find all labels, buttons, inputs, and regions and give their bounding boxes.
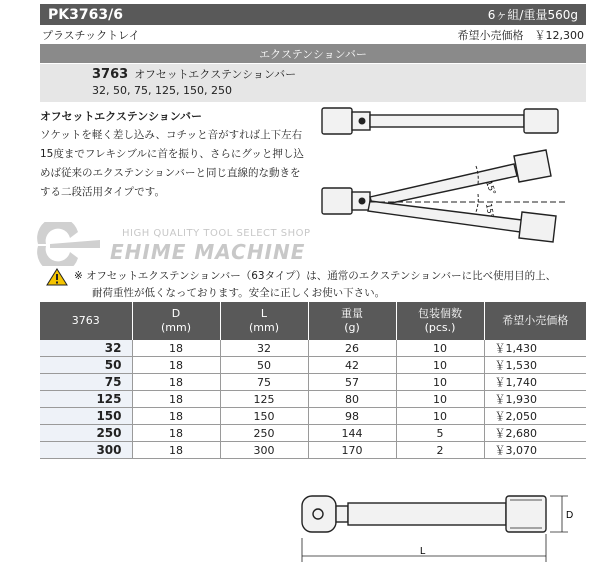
- subheader: [40, 26, 586, 44]
- dimension-diagram: [292, 488, 592, 566]
- angle-label-lower: 15°: [484, 202, 496, 219]
- description-line: めば従来のエクステンションバーと同じ直線的な動きを: [40, 167, 301, 179]
- model-name: オフセットエクステンションバー: [134, 68, 297, 81]
- section-band: [40, 44, 586, 63]
- description-line: 15度までフレキシブルに首を振り、さらにグッと押し込: [40, 148, 304, 160]
- header-weight: 重量 (g): [308, 302, 396, 340]
- description-title: オフセットエクステンションバー: [40, 110, 202, 123]
- table-header-row: [40, 302, 586, 340]
- description-line: する二段活用タイプです。: [40, 186, 165, 198]
- table-row: 150 18 150 98 10 ￥2,050: [40, 408, 586, 425]
- table-row: 300 18 300 170 2 ￥3,070: [40, 442, 586, 459]
- watermark-brand: EHIME MACHINE: [110, 240, 306, 264]
- watermark-tagline: HIGH QUALITY TOOL SELECT SHOP: [122, 228, 311, 239]
- warning-line-1: ※ オフセットエクステンションバー（63タイプ）は、通常のエクステンションバーに比べ使用目的上、: [74, 270, 557, 282]
- section-title: エクステンションバー: [259, 47, 367, 61]
- header-l: L (mm): [220, 302, 308, 340]
- product-header: [40, 4, 586, 25]
- tray-label: プラスチックトレイ: [42, 29, 140, 42]
- table-row: 75 18 75 57 10 ￥1,740: [40, 374, 586, 391]
- set-summary: 6ヶ組/重量560g: [487, 8, 578, 22]
- dimension-d-label: D: [566, 510, 574, 521]
- dimension-l-label: L: [420, 546, 426, 557]
- header-price: 希望小売価格: [484, 302, 586, 340]
- model-sizes: 32, 50, 75, 125, 150, 250: [92, 84, 232, 97]
- product-code: PK3763/6: [48, 6, 123, 23]
- model-number: 3763: [92, 67, 129, 82]
- table-row: 125 18 125 80 10 ￥1,930: [40, 391, 586, 408]
- table-row: 50 18 50 42 10 ￥1,530: [40, 357, 586, 374]
- description-body: [40, 126, 315, 202]
- watermark-logo-icon: [30, 222, 110, 266]
- extension-bar-illustration: [318, 104, 590, 266]
- set-price: 希望小売価格 ￥12,300: [457, 29, 584, 42]
- header-model: 3763: [40, 302, 132, 340]
- angle-label-upper: 15°: [484, 179, 498, 197]
- model-info: [40, 64, 586, 102]
- watermark: [30, 222, 360, 266]
- table-row: 32 18 32 26 10 ￥1,430: [40, 340, 586, 357]
- table-row: 250 18 250 144 5 ￥2,680: [40, 425, 586, 442]
- header-d: D (mm): [132, 302, 220, 340]
- description-line: ソケットを軽く差し込み、コチッと音がすれば上下左右: [40, 129, 303, 141]
- header-pack: 包装個数 (pcs.): [396, 302, 484, 340]
- spec-table: [40, 302, 586, 459]
- warning-triangle-icon: [46, 268, 68, 286]
- warning-line-2: 耐荷重性が低くなっております。安全に正しくお使い下さい。: [92, 287, 386, 299]
